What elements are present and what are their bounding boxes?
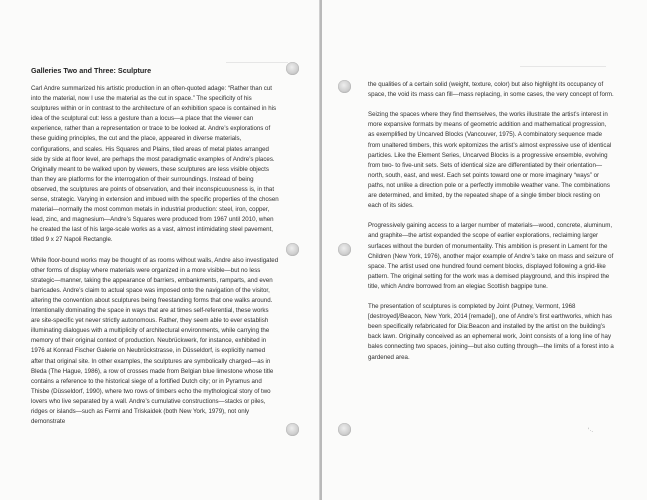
- right-paragraph-3: Progressively gaining access to a larger number of materials—wood, concrete, aluminum, and graphite—the artist expanded the scope of earlier explorations, reclaiming larger surfaces without the burden of monumentality. This ambition is present in Lament for the Children (New York, 1976), another major example of Andre’s take on mass and seizure of space. The artist used one hundred found cement blocks, displayed following a grid-like pattern. The original setting for the work was a demised playground, and this inspired the title, which Andre borrowed from an elegiac Scottish bagpipe tune.: [368, 222, 614, 290]
- left-paragraph-1: Carl Andre summarized his artistic production in an often-quoted adage: “Rather than cut into the material, now I use the material as the cut in space.” The specificity of his sculptures within or in contrast to the architecture of an exhibition space is contained in his idea of the sculptural cut: less a gesture than a locus—a place that the viewer can experience, rather than a representation or trace to be looked at. Andre’s explorations of these guiding principles, the cut and the place, appeared in diverse materials, configurations, and scales. His Squares and Plains, tiled areas of metal plates arranged side by side at floor level, are perhaps the most paradigmatic examples of Andre’s places. Originally meant to be walked upon by viewers, these sculptures are less visible objects than they are platforms for the interrogation of their surroundings. Instead of being observed, the sculptures are points of observation, and their inconspicuousness is, in that sense, strategic. Varying in extension and imbued with the specific properties of the chosen material—normally the most common metals in industrial production: steel, iron, copper, lead, zinc, and magnesium—Andre’s Squares were produced from 1967 until 2010, when he created the last of his large-scale works as a vast, almost intimidating steel pavement, titled 9 x 27 Napoli Rectangle.: [31, 85, 279, 244]
- right-paragraph-1: the qualities of a certain solid (weight, texture, color) but also highlight its occupancy of space, the void its mass can fill—mass replacing, in some cases, the very concept of form.: [368, 81, 614, 99]
- binder-hole-top-right: [338, 80, 351, 93]
- show-through-rule: [520, 66, 606, 67]
- section-heading: Galleries Two and Three: Sculpture: [31, 66, 152, 75]
- show-through-rule: [226, 62, 288, 63]
- binder-hole-middle-right: [338, 243, 351, 256]
- stray-pencil-mark: ‘·.: [588, 428, 593, 434]
- binder-hole-middle-left: [286, 243, 299, 256]
- left-page: [0, 0, 320, 500]
- right-text-column: [368, 80, 614, 373]
- binder-hole-top-left: [286, 62, 299, 75]
- right-paragraph-2: Seizing the spaces where they find themselves, the works illustrate the artist’s interest in more expansive formats by means of geometric addition and mathematical progression, as exemplified by Uncarved Blocks (Vancouver, 1975). A combinatory sequence made from unaltered timbers, this work epitomizes the artist’s almost expressive use of identical particles. Like the Element Series, Uncarved Blocks is a progressive ensemble, evolving from two- to five-unit sets. Sets of identical size are differentiated by their orientation—north, south, east, and west. Each set points toward one or more imaginary “ways” or paths, not unlike a direction pole or a perfectly immobile weather vane. The combinations are determined, and limited, by the repeated shape of a single timber block resting on each of its sides.: [368, 111, 612, 210]
- binder-hole-bottom-left: [286, 423, 299, 436]
- left-paragraph-2: While floor-bound works may be thought of as rooms without walls, Andre also investigated other forms of display where materials were organized in a more visible—but no less strategic—manner, taking the appearance of barriers, embankments, ramparts, and even barricades. Andre’s claim to actual space was imposed onto the navigation of the visitor, altering the convention about sculptures being freestanding forms that one walks around. Intentionally dominating the space in ways that are at times self-referential, these works are site-specific yet never strictly autonomous. Rather, they seem able to ever establish illuminating dialogues with a multiplicity of architectural environments, while carrying the memory of their original context of production. Neubrückwerk, for instance, exhibited in 1976 at Konrad Fischer Galerie on Neubrückstrasse, in Düsseldorf, is explicitly named after that original site. In other examples, the sculptures are symbolically charged—as in Bleda (The Hague, 1986), a row of crosses made from Belgian blue limestone whose title contains a reference to the historical siege of a fortified Dutch city; or in Pyramus and Thisbe (Düsseldorf, 1990), where two rows of timbers echo the mythological story of two lovers who live separated by a wall. Andre’s cumulative constructions—stacks or piles, ridges or islands—such as Fermi and Triskaidek (both New York, 1979), not only demonstrate: [31, 256, 279, 426]
- binder-hole-bottom-right: [338, 423, 351, 436]
- right-paragraph-4: The presentation of sculptures is completed by Joint (Putney, Vermont, 1968 [destroyed]/Beacon, New York, 2014 [remade]), one of Andre’s first earthworks, which has been specifically refabricated for Dia:Beacon and installed by the artist on the building’s back lawn. Originally conceived as an ephemeral work, Joint consists of a long line of hay bales connecting two spaces, joining—but also cutting through—the limits of a forest into a gardened area.: [368, 303, 614, 361]
- right-page: [322, 0, 647, 500]
- left-text-column: [31, 84, 279, 437]
